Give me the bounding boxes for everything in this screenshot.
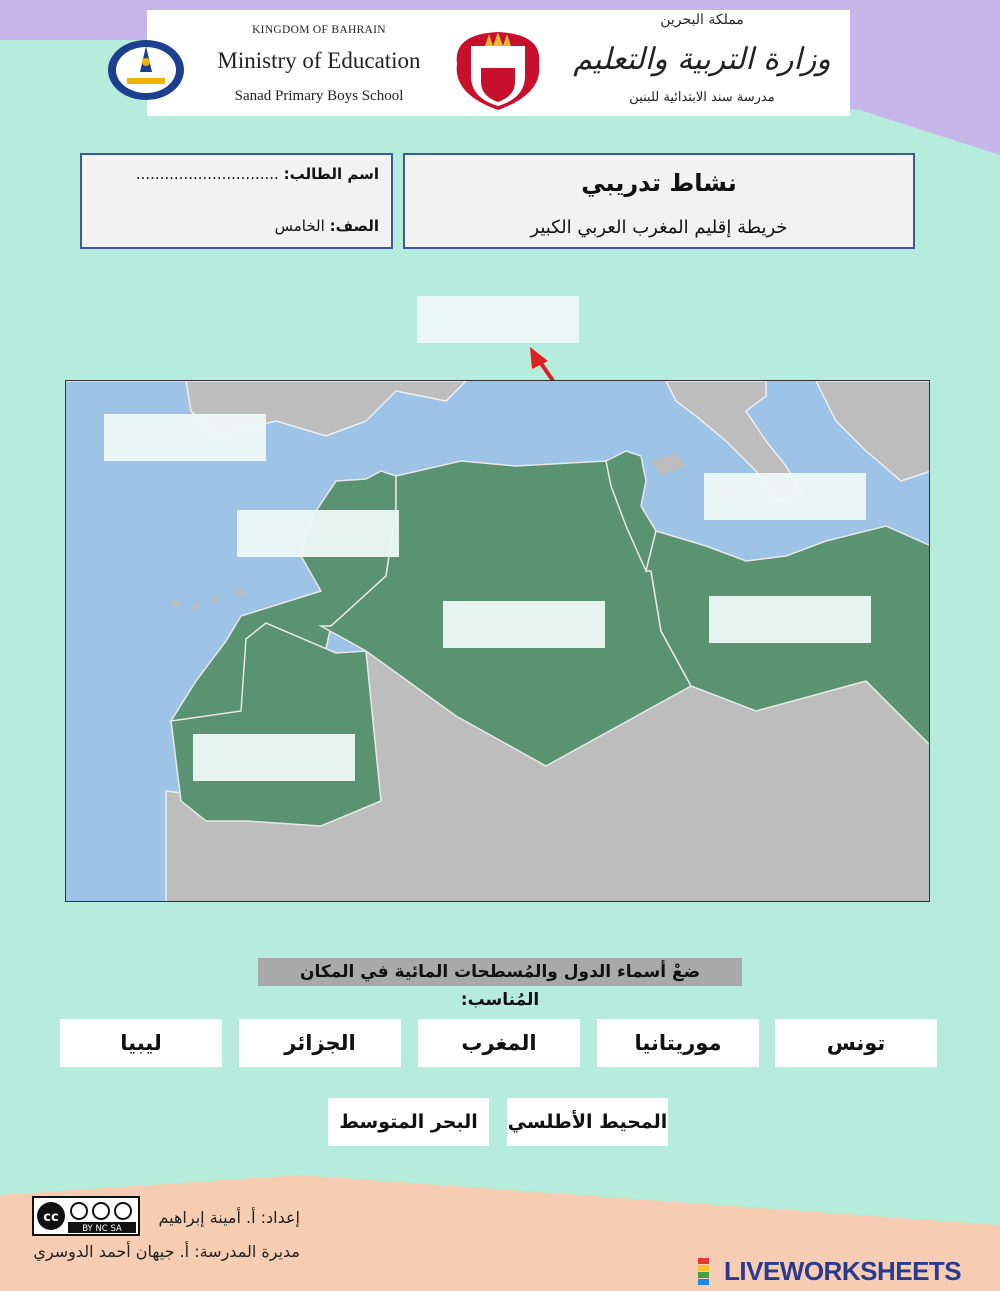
drop-box-mauritania[interactable] bbox=[193, 734, 355, 781]
drop-box-libya[interactable] bbox=[709, 596, 871, 643]
english-kingdom-text: KINGDOM OF BAHRAIN bbox=[252, 24, 386, 36]
activity-subtitle: خريطة إقليم المغرب العربي الكبير bbox=[530, 217, 788, 238]
arabic-kingdom-text: مملكة البحرين bbox=[660, 12, 744, 28]
liveworksheets-logo[interactable] bbox=[698, 1256, 998, 1286]
activity-title-box bbox=[403, 153, 915, 249]
maghreb-map bbox=[65, 380, 930, 902]
canary-island-mark bbox=[237, 589, 245, 597]
drop-box-algeria[interactable] bbox=[443, 601, 605, 648]
arabic-ministry-text: وزارة التربية والتعليم bbox=[573, 42, 831, 77]
sa-icon bbox=[115, 1203, 131, 1219]
grade-line bbox=[275, 217, 379, 235]
word-card-mediterranean-sea[interactable]: البحر المتوسط bbox=[328, 1098, 489, 1146]
word-card-tunisia[interactable]: تونس bbox=[775, 1019, 937, 1067]
english-school-text: Sanad Primary Boys School bbox=[234, 88, 404, 104]
canary-island-mark bbox=[213, 596, 219, 602]
drop-box-morocco[interactable] bbox=[237, 510, 399, 557]
instruction-text: ضعْ أسماء الدول والمُسطحات المائية في المكان المُناسب: bbox=[258, 958, 742, 986]
activity-title: نشاط تدريبي bbox=[581, 169, 737, 197]
word-card-libya[interactable]: ليبيا bbox=[60, 1019, 222, 1067]
student-name-field[interactable]: .............................. bbox=[135, 165, 279, 183]
prepared-by-text: إعداد: أ. أمينة إبراهيم bbox=[158, 1208, 300, 1227]
principal-text: مديرة المدرسة: أ. جيهان أحمد الدوسري bbox=[33, 1242, 300, 1261]
svg-text:cc: cc bbox=[43, 1210, 59, 1225]
drop-box-atlantic[interactable] bbox=[104, 414, 266, 461]
drop-box-mediterranean[interactable] bbox=[417, 296, 579, 343]
arrow-head-icon bbox=[530, 347, 548, 369]
word-card-algeria[interactable]: الجزائر bbox=[239, 1019, 401, 1067]
student-info-box bbox=[80, 153, 393, 249]
word-card-mauritania[interactable]: موريتانيا bbox=[597, 1019, 759, 1067]
bahrain-emblem-icon bbox=[451, 24, 545, 112]
english-ministry-text: Ministry of Education bbox=[217, 48, 421, 73]
license-text: BY NC SA bbox=[82, 1224, 122, 1234]
canary-island-mark bbox=[193, 604, 199, 610]
liveworksheets-logo-icon bbox=[698, 1256, 722, 1286]
by-icon bbox=[71, 1203, 87, 1219]
grade-label: الصف: bbox=[329, 217, 379, 235]
word-card-morocco[interactable]: المغرب bbox=[418, 1019, 580, 1067]
canary-island-mark bbox=[172, 599, 180, 607]
word-card-atlantic-ocean[interactable]: المحيط الأطلسي bbox=[507, 1098, 668, 1146]
grade-value: الخامس bbox=[274, 217, 325, 235]
nc-icon bbox=[93, 1203, 109, 1219]
school-logo-icon bbox=[105, 32, 187, 104]
student-name-label: اسم الطالب: bbox=[283, 165, 379, 183]
school-header-banner bbox=[147, 10, 850, 116]
liveworksheets-brand-text: LIVEWORKSHEETS bbox=[724, 1256, 962, 1286]
creative-commons-badge bbox=[32, 1196, 140, 1236]
student-name-line bbox=[136, 165, 379, 183]
arabic-school-text: مدرسة سند الابتدائية للبنين bbox=[629, 90, 775, 105]
drop-box-tunisia[interactable] bbox=[704, 473, 866, 520]
